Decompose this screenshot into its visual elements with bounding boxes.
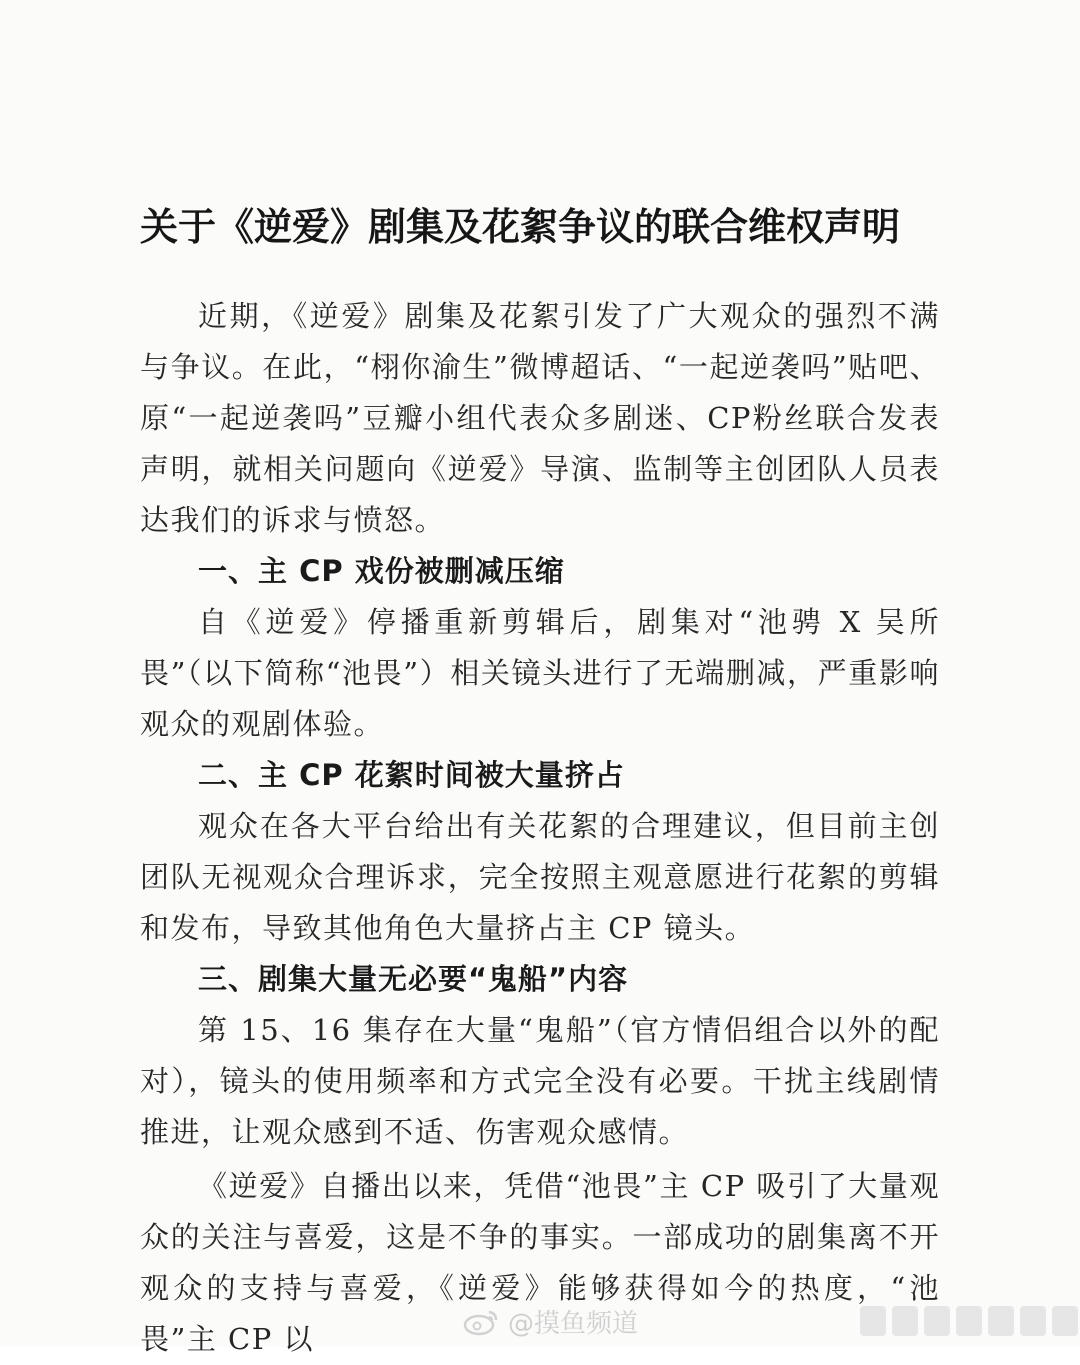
section-1-text: 自《逆爱》停播重新剪辑后，剧集对“池骋 X 吴所畏”（以下简称“池畏”）相关镜头进行了无端删减，严重影响观众的观剧体验。 bbox=[140, 605, 940, 741]
section-1-heading: 一、主 CP 戏份被删减压缩 bbox=[198, 554, 565, 588]
document-title: 关于《逆爱》剧集及花絮争议的联合维权声明 bbox=[140, 204, 901, 249]
section-2-text: 观众在各大平台给出有关花絮的合理建议，但目前主创团队无视观众合理诉求，完全按照主观意愿进行花絮的剪辑和发布，导致其他角色大量挤占主 CP 镜头。 bbox=[140, 809, 940, 945]
watermark-text: @摸鱼频道 bbox=[508, 1308, 639, 1339]
document-body bbox=[140, 291, 940, 1365]
section-3-text: 第 15、16 集存在大量“鬼船”（官方情侣组合以外的配对），镜头的使用频率和方式完全没有必要。干扰主线剧情推进，让观众感到不适、伤害观众感情。 bbox=[140, 1013, 940, 1149]
weibo-icon bbox=[462, 1306, 502, 1336]
blurred-watermark bbox=[860, 1306, 1078, 1336]
intro-paragraph: 近期，《逆爱》剧集及花絮引发了广大观众的强烈不满与争议。在此，“栩你渝生”微博超话、“一起逆袭吗”贴吧、原“一起逆袭吗”豆瓣小组代表众多剧迷、CP粉丝联合发表声明，就相关问题向《逆爱》导演、监制等主创团队人员表达我们的诉求与愤怒。 bbox=[140, 299, 940, 537]
section-3-heading: 三、剧集大量无必要“鬼船”内容 bbox=[198, 962, 629, 996]
section-2-heading: 二、主 CP 花絮时间被大量挤占 bbox=[198, 758, 625, 792]
closing-paragraph: 《逆爱》自播出以来，凭借“池畏”主 CP 吸引了大量观众的关注与喜爱，这是不争的事实。一部成功的剧集离不开观众的支持与喜爱，《逆爱》能够获得如今的热度，“池畏”主 CP 以 bbox=[140, 1169, 940, 1356]
weibo-watermark bbox=[462, 1300, 638, 1342]
